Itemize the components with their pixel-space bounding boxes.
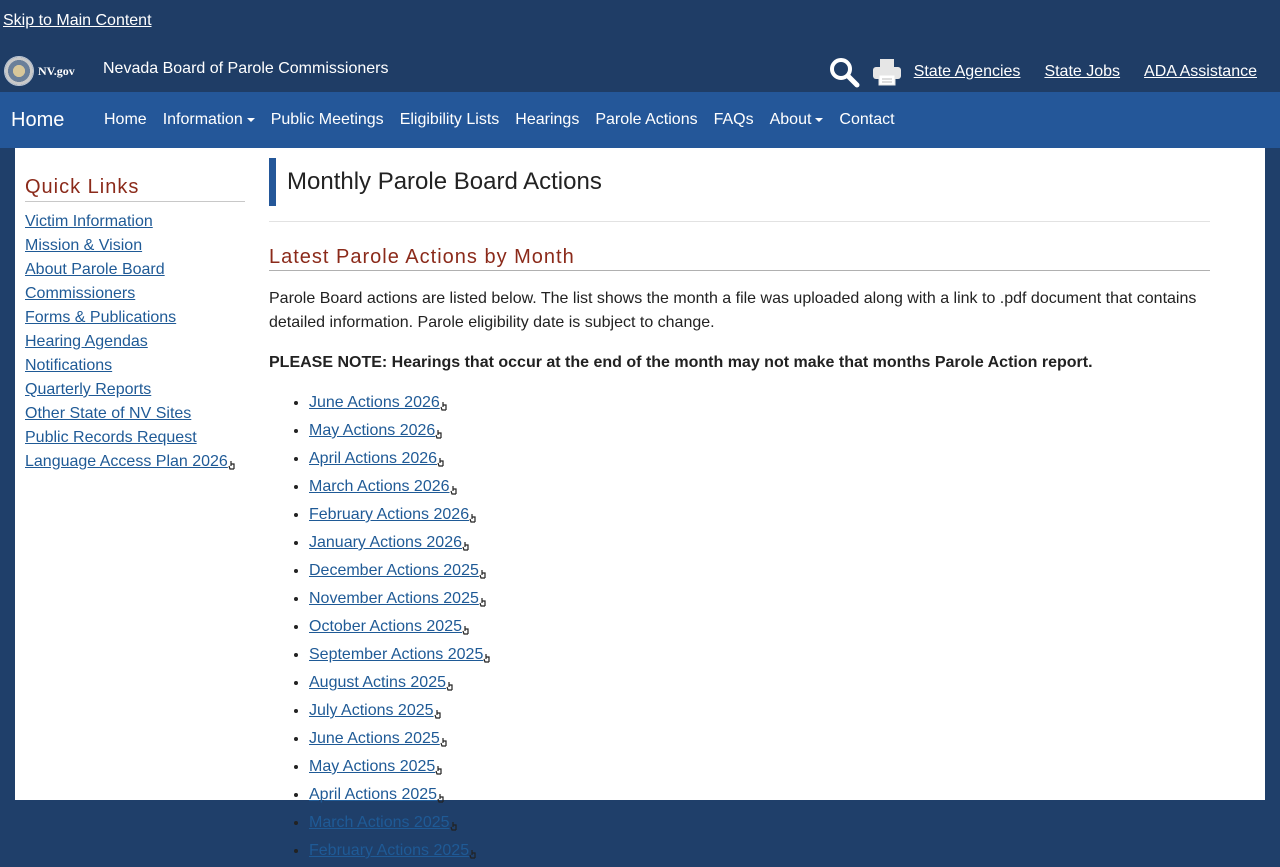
list-item	[25, 282, 245, 306]
list-item	[25, 330, 245, 354]
parole-action-link[interactable]: November Actions 2025	[309, 590, 479, 607]
list-item	[309, 391, 1210, 419]
parole-action-link[interactable]: April Actions 2026	[309, 450, 438, 467]
skip-to-main-link[interactable]: Skip to Main Content	[3, 12, 152, 29]
quick-link-hearing-agendas[interactable]: Hearing Agendas	[25, 333, 148, 350]
nav-item-label: Hearings	[515, 111, 580, 128]
parole-action-link[interactable]: March Actions 2025	[309, 814, 450, 831]
list-item	[25, 378, 245, 402]
quick-link-quarterly-reports[interactable]: Quarterly Reports	[25, 381, 152, 398]
pdf-file-icon	[437, 451, 445, 475]
pdf-file-icon	[479, 563, 487, 587]
pdf-file-icon	[469, 843, 477, 867]
list-item	[25, 354, 245, 378]
list-item	[309, 755, 1210, 783]
nav-item-label: Parole Actions	[595, 111, 698, 128]
nav-item-about[interactable]	[762, 111, 832, 129]
parole-action-link[interactable]: January Actions 2026	[309, 534, 462, 551]
divider	[269, 221, 1210, 222]
page-title-block	[269, 158, 1210, 206]
nav-item-faqs[interactable]	[706, 111, 762, 129]
list-item	[309, 531, 1210, 559]
print-icon[interactable]	[872, 57, 902, 87]
page-title: Monthly Parole Board Actions	[287, 168, 602, 195]
parole-actions-list	[269, 391, 1210, 867]
quick-link-public-records-request[interactable]: Public Records Request	[25, 429, 197, 446]
list-item	[309, 783, 1210, 811]
quick-link-forms-publications[interactable]: Forms & Publications	[25, 309, 177, 326]
pdf-file-icon	[435, 759, 443, 783]
nav-item-label: FAQs	[713, 111, 754, 128]
brand-home-link[interactable]: Home	[11, 109, 65, 131]
quick-link-language-access-plan-2026[interactable]: Language Access Plan 2026	[25, 453, 228, 470]
search-icon[interactable]	[828, 56, 860, 88]
list-item	[309, 615, 1210, 643]
parole-action-link[interactable]: July Actions 2025	[309, 702, 434, 719]
quick-link-about-parole-board[interactable]: About Parole Board	[25, 261, 165, 278]
nav-item-label: Eligibility Lists	[399, 111, 500, 128]
note-text: PLEASE NOTE: Hearings that occur at the end of the month may not make that months Parole Action report.	[269, 354, 1093, 371]
list-item	[309, 447, 1210, 475]
parole-action-link[interactable]: April Actions 2025	[309, 786, 438, 803]
ada-assistance-link[interactable]: ADA Assistance	[1144, 63, 1257, 80]
list-item	[309, 475, 1210, 503]
utility-nav	[828, 56, 1257, 88]
parole-action-link[interactable]: May Actions 2026	[309, 422, 436, 439]
nav-item-label: Home	[104, 111, 147, 128]
quick-link-mission-vision[interactable]: Mission & Vision	[25, 237, 143, 254]
parole-action-link[interactable]: February Actions 2025	[309, 842, 470, 859]
section-title: Latest Parole Actions by Month	[269, 246, 1210, 271]
parole-action-link[interactable]: June Actions 2026	[309, 394, 440, 411]
main-content	[269, 158, 1210, 867]
pdf-file-icon	[450, 815, 458, 839]
nvgov-logo-text: NV.gov	[38, 63, 75, 78]
list-item	[25, 234, 245, 258]
pdf-file-icon	[446, 675, 454, 699]
pdf-file-icon	[440, 395, 448, 419]
caret-down-icon	[815, 118, 823, 122]
quick-link-other-state-of-nv-sites[interactable]: Other State of NV Sites	[25, 405, 192, 422]
quick-links-sidebar	[25, 176, 245, 478]
list-item	[25, 210, 245, 234]
list-item	[309, 839, 1210, 867]
list-item	[309, 671, 1210, 699]
caret-down-icon	[247, 118, 255, 122]
nav-item-label: Public Meetings	[270, 111, 384, 128]
pdf-file-icon	[479, 591, 487, 615]
parole-action-link[interactable]: October Actions 2025	[309, 618, 462, 635]
parole-action-link[interactable]: February Actions 2026	[309, 506, 470, 523]
parole-action-link[interactable]: May Actions 2025	[309, 758, 436, 775]
nav-item-parole-actions[interactable]	[587, 111, 705, 129]
quick-link-notifications[interactable]: Notifications	[25, 357, 113, 374]
pdf-file-icon	[437, 787, 445, 811]
quick-link-victim-information[interactable]: Victim Information	[25, 213, 153, 230]
list-item	[25, 426, 245, 450]
list-item	[309, 811, 1210, 839]
pdf-file-icon	[440, 731, 448, 755]
state-jobs-link[interactable]: State Jobs	[1044, 63, 1121, 80]
list-item	[309, 727, 1210, 755]
parole-action-link[interactable]: March Actions 2026	[309, 478, 450, 495]
list-item	[25, 450, 245, 478]
nevada-seal-icon	[4, 56, 34, 86]
pdf-file-icon	[483, 647, 491, 671]
nav-item-eligibility-lists[interactable]	[392, 111, 508, 129]
site-name[interactable]: Nevada Board of Parole Commissioners	[103, 60, 389, 77]
nvgov-logo[interactable]	[4, 56, 75, 86]
pdf-file-icon	[462, 535, 470, 559]
intro-text: Parole Board actions are listed below. The list shows the month a file was uploaded along with a link to .pdf document that contains detailed information. Parole eligibility date is subject to change.	[269, 290, 1197, 331]
pdf-file-icon	[228, 454, 236, 478]
list-item	[309, 587, 1210, 615]
parole-action-link[interactable]: September Actions 2025	[309, 646, 484, 663]
state-agencies-link[interactable]: State Agencies	[913, 63, 1021, 80]
list-item	[309, 643, 1210, 671]
pdf-file-icon	[450, 479, 458, 503]
nav-item-information[interactable]	[155, 111, 263, 129]
pdf-file-icon	[462, 619, 470, 643]
list-item	[25, 258, 245, 282]
nav-item-public-meetings[interactable]	[263, 111, 392, 129]
main-navigation	[0, 92, 1280, 148]
nav-menu	[96, 92, 903, 148]
list-item	[309, 559, 1210, 587]
parole-action-link[interactable]: August Actins 2025	[309, 674, 446, 691]
pdf-file-icon	[469, 507, 477, 531]
nav-item-hearings[interactable]	[507, 111, 587, 129]
nav-item-home[interactable]	[96, 111, 155, 129]
parole-action-link[interactable]: June Actions 2025	[309, 730, 440, 747]
list-item	[25, 306, 245, 330]
nav-item-label: About	[769, 111, 812, 128]
nav-item-label: Information	[162, 111, 243, 128]
quick-link-commissioners[interactable]: Commissioners	[25, 285, 136, 302]
list-item	[309, 503, 1210, 531]
quick-links-title: Quick Links	[25, 176, 245, 202]
top-bar	[0, 0, 1280, 92]
nav-item-label: Contact	[839, 111, 895, 128]
parole-action-link[interactable]: December Actions 2025	[309, 562, 479, 579]
nav-item-contact[interactable]	[831, 111, 902, 129]
pdf-file-icon	[434, 703, 442, 727]
quick-links-list	[25, 210, 245, 478]
list-item	[309, 699, 1210, 727]
list-item	[309, 419, 1210, 447]
content-panel	[15, 148, 1265, 859]
pdf-file-icon	[435, 423, 443, 447]
list-item	[25, 402, 245, 426]
